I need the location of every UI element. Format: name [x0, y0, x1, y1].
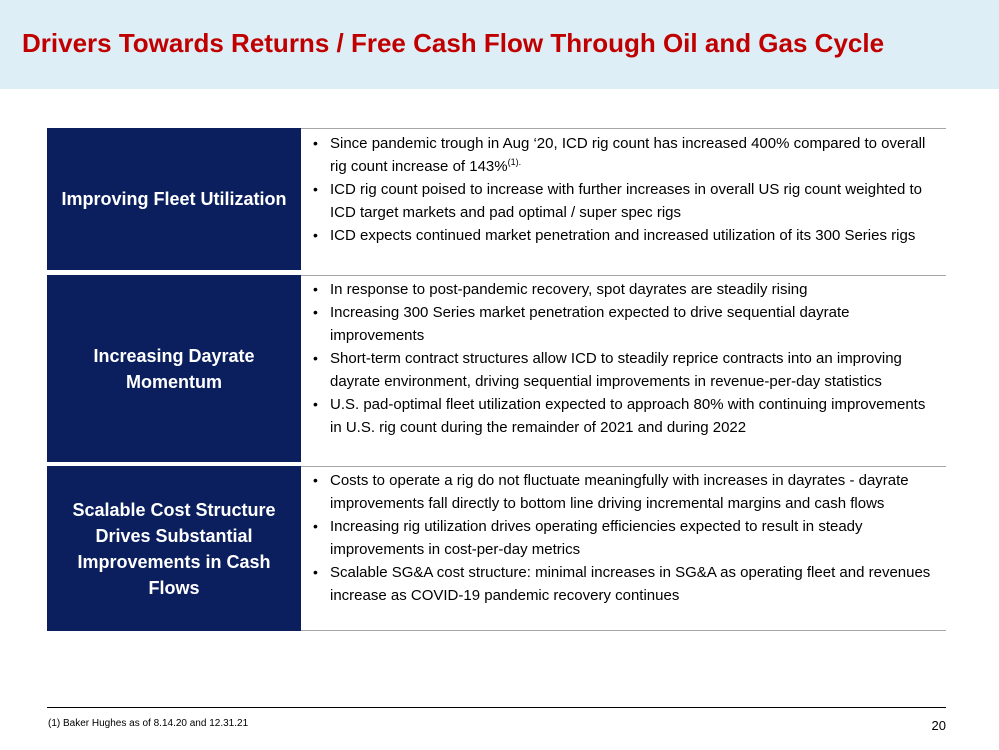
- bullet-item: • Since pandemic trough in Aug ‘20, ICD rig count has increased 400% compared to overall rig count increase of 143%$^{(1).}$: [301, 132, 946, 178]
- bullet-list: [301, 278, 946, 439]
- bullet-item: • Costs to operate a rig do not fluctuate meaningfully with increases in dayrates - dayrate improvements fall directly to bottom line driving incremental margins and cash flows: [301, 469, 946, 515]
- bullet-list: [301, 132, 946, 247]
- driver-row-cost-structure: [47, 466, 946, 631]
- footer-divider: [47, 707, 946, 708]
- bullet-item: • U.S. pad-optimal fleet utilization expected to approach 80% with continuing improvements in U.S. rig count during the remainder of 2021 and during 2022: [301, 393, 946, 439]
- bullet-item: • Increasing 300 Series market penetration expected to drive sequential dayrate improvements: [301, 301, 946, 347]
- page-title: Drivers Towards Returns / Free Cash Flow Through Oil and Gas Cycle: [22, 28, 885, 58]
- bullet-item: • Increasing rig utilization drives operating efficiencies expected to result in steady improvements in cost-per-day metrics: [301, 515, 946, 561]
- row-label: Improving Fleet Utilization: [47, 128, 301, 270]
- footnote: (1) Baker Hughes as of 8.14.20 and 12.31.21: [48, 718, 249, 729]
- driver-row-dayrate-momentum: [47, 275, 946, 462]
- header-band: [0, 0, 999, 89]
- row-label: Increasing Dayrate Momentum: [47, 275, 301, 462]
- driver-row-fleet-utilization: [47, 128, 946, 270]
- footnote-marker: (1).: [507, 157, 522, 167]
- bullet-list: [301, 469, 946, 607]
- bullet-item: • Short-term contract structures allow ICD to steadily reprice contracts into an improving dayrate environment, driving sequential improvements in revenue-per-day statistics: [301, 347, 946, 393]
- bullet-item: • ICD rig count poised to increase with further increases in overall US rig count weighted to ICD target markets and pad optimal / super spec rigs: [301, 178, 946, 224]
- bullet-item: • ICD expects continued market penetration and increased utilization of its 300 Series rigs: [301, 224, 946, 247]
- row-content: [301, 466, 946, 631]
- row-content: [301, 275, 946, 462]
- bullet-item: • In response to post-pandemic recovery, spot dayrates are steadily rising: [301, 278, 946, 301]
- page-number: 20: [931, 718, 946, 733]
- row-label: Scalable Cost Structure Drives Substantial Improvements in Cash Flows: [47, 466, 301, 631]
- row-content: [301, 128, 946, 270]
- bullet-item: • Scalable SG&A cost structure: minimal increases in SG&A as operating fleet and revenues increase as COVID-19 pandemic recovery continues: [301, 561, 946, 607]
